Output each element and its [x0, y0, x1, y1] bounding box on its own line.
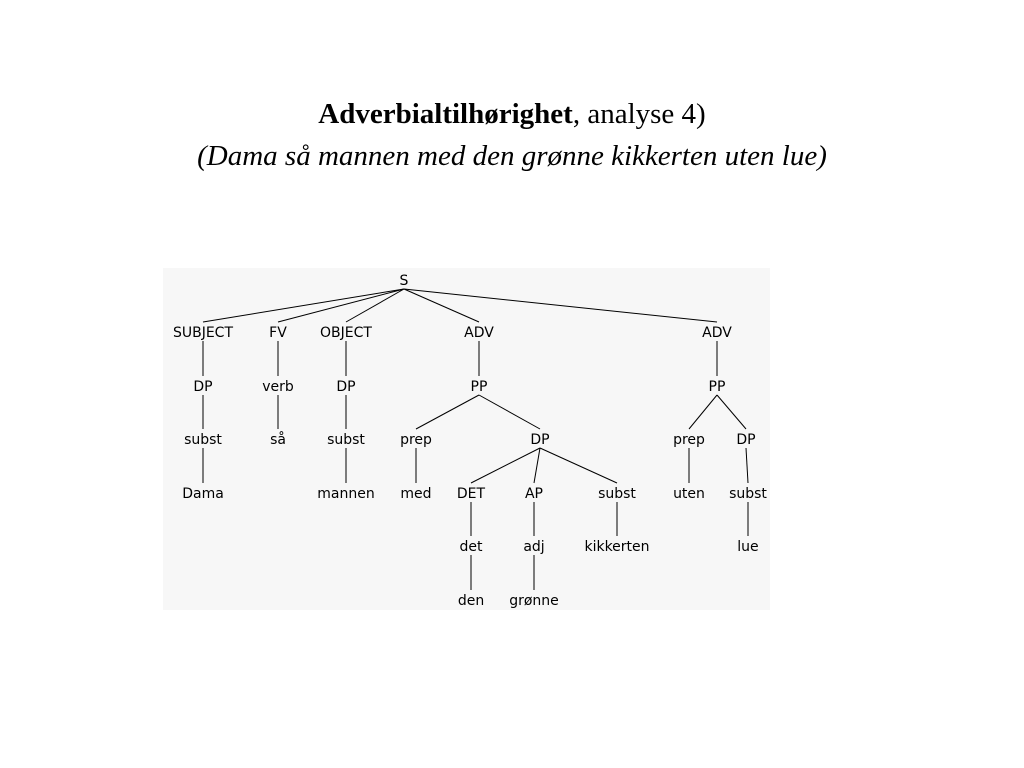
slide-subtitle: (Dama så mannen med den grønne kikkerten uten lue) — [197, 140, 827, 172]
tree-node-fv: FV — [269, 325, 287, 341]
tree-edge-s-subject — [203, 289, 404, 322]
tree-node-dama: Dama — [182, 486, 224, 502]
tree-edge-dp3-det_cat — [471, 448, 540, 483]
tree-node-subject: SUBJECT — [172, 325, 234, 341]
tree-node-med: med — [400, 486, 432, 502]
tree-node-subst3: subst — [598, 486, 636, 502]
syntax-tree-panel — [163, 268, 770, 610]
tree-node-pp1: PP — [470, 379, 488, 395]
title-bold: Adverbialtilhørighet — [318, 98, 573, 130]
tree-node-adv2: ADV — [702, 325, 732, 341]
tree-node-ap: AP — [524, 486, 544, 502]
tree-node-dp4: DP — [736, 432, 756, 448]
tree-edge-pp2-dp4 — [717, 395, 746, 429]
tree-node-det-w: det — [459, 539, 483, 555]
tree-node-prep1: prep — [400, 432, 432, 448]
tree-node-mannen: mannen — [317, 486, 375, 502]
tree-node-det-cat: DET — [456, 486, 486, 502]
tree-node-dp3: DP — [530, 432, 550, 448]
slide-title — [0, 93, 1024, 135]
tree-node-adv1: ADV — [464, 325, 494, 341]
syntax-tree — [163, 268, 770, 610]
tree-edge-dp4-subst4 — [746, 448, 748, 483]
tree-edge-pp1-prep1 — [416, 395, 479, 429]
tree-node-uten: uten — [673, 486, 705, 502]
tree-node-dp1: DP — [193, 379, 213, 395]
tree-edge-dp3-subst3 — [540, 448, 617, 483]
tree-edge-s-adv2 — [404, 289, 717, 322]
tree-node-gronne: grønne — [509, 593, 559, 609]
tree-node-subst1: subst — [184, 432, 222, 448]
tree-node-subst4: subst — [729, 486, 767, 502]
title-block — [0, 93, 1024, 177]
tree-edge-s-fv — [278, 289, 404, 322]
tree-node-kikkerten: kikkerten — [584, 539, 650, 555]
title-rest: , analyse 4) — [572, 98, 706, 130]
tree-node-sa: så — [270, 432, 286, 448]
tree-node-dp2: DP — [336, 379, 356, 395]
tree-edge-s-adv1 — [404, 289, 479, 322]
tree-edge-pp2-prep2 — [689, 395, 717, 429]
tree-node-pp2: PP — [708, 379, 726, 395]
tree-edge-pp1-dp3 — [479, 395, 540, 429]
tree-node-prep2: prep — [673, 432, 705, 448]
tree-node-s: S — [399, 273, 409, 289]
tree-node-object: OBJECT — [320, 325, 372, 341]
tree-node-verb: verb — [262, 379, 294, 395]
tree-node-adj: adj — [523, 539, 545, 555]
tree-node-subst2: subst — [327, 432, 365, 448]
tree-node-den: den — [457, 593, 485, 609]
tree-edge-dp3-ap — [534, 448, 540, 483]
tree-node-lue: lue — [737, 539, 759, 555]
